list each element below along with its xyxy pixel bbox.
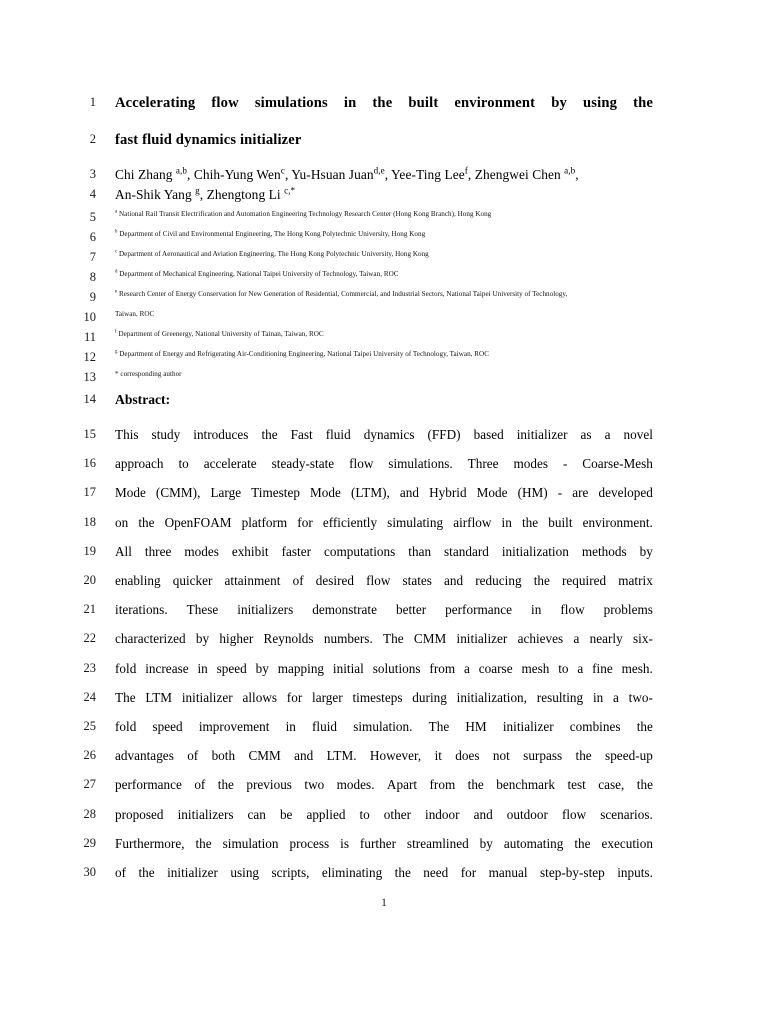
affiliation-d xyxy=(96,271,768,279)
affiliation-marker: a xyxy=(115,209,118,215)
affiliation-b xyxy=(96,231,768,239)
affiliation-text: Department of Greenergy, National University of Tainan, Taiwan, ROC xyxy=(118,330,324,338)
corresponding-author-row xyxy=(0,371,768,384)
line-number: 8 xyxy=(89,270,96,284)
abstract-line-row xyxy=(0,574,768,588)
affiliation-marker: f xyxy=(115,329,117,335)
abstract-line: iterations. These initializers demonstrate better performance in flow problems xyxy=(115,602,653,618)
affiliation-text: National Rail Transit Electrification and Automation Engineering Technology Research Center (Hong Kong Branch), Hong Kong xyxy=(118,210,492,218)
author-name: Chih-Yung Wen xyxy=(193,167,281,182)
affiliation-row-e-cont xyxy=(0,311,768,324)
affiliation-row-g xyxy=(0,351,768,364)
abstract-line-row xyxy=(0,457,768,471)
abstract-line-row xyxy=(0,866,768,880)
abstract-line-row xyxy=(0,837,768,851)
line-number: 27 xyxy=(83,777,96,792)
line-number: 7 xyxy=(89,250,96,264)
affiliation-text: Department of Civil and Environmental Engineering, The Hong Kong Polytechnic University, Hong Kong xyxy=(119,230,426,238)
abstract-heading-row xyxy=(0,393,768,407)
abstract-line: The LTM initializer allows for larger timesteps during initialization, resulting in a two- xyxy=(115,689,653,705)
abstract-line: characterized by higher Reynolds numbers. The CMM initializer achieves a nearly six- xyxy=(115,631,653,647)
abstract-line-row xyxy=(0,603,768,617)
abstract-line: Furthermore, the simulation process is further streamlined by automating the execution xyxy=(115,835,653,851)
line-number: 1 xyxy=(89,95,96,109)
affiliation-e-continuation xyxy=(96,311,768,319)
abstract-line: performance of the previous two modes. Apart from the benchmark test case, the xyxy=(115,777,653,793)
abstract-line: of the initializer using scripts, eliminating the need for manual step-by-step inputs. xyxy=(115,865,653,880)
affiliation-marker: b xyxy=(115,229,118,235)
abstract-line-row xyxy=(0,516,768,530)
abstract-line-row xyxy=(0,632,768,646)
abstract-line: proposed initializers can be applied to other indoor and outdoor flow scenarios. xyxy=(115,806,653,822)
title-row-2 xyxy=(0,133,768,148)
author-name: Yee-Ting Lee xyxy=(391,167,465,182)
author-affiliation-marker: f xyxy=(464,165,468,176)
line-number: 13 xyxy=(83,370,96,384)
affiliation-row-a xyxy=(0,211,768,224)
author-affiliation-marker: g xyxy=(195,185,200,196)
line-number: 29 xyxy=(83,835,96,850)
line-number: 30 xyxy=(83,865,96,879)
abstract-line: enabling quicker attainment of desired flow states and reducing the required matrix xyxy=(115,573,653,588)
line-number: 12 xyxy=(83,350,96,364)
affiliation-marker: e xyxy=(115,289,118,295)
line-number: 24 xyxy=(83,689,96,704)
author-affiliation-marker: d,e xyxy=(373,165,385,176)
abstract-line: fold increase in speed by mapping initial solutions from a coarse mesh to a fine mesh. xyxy=(115,660,653,676)
abstract-heading: Abstract: xyxy=(115,392,171,407)
line-number: 23 xyxy=(83,660,96,675)
affiliation-marker: d xyxy=(115,269,118,275)
line-number: 22 xyxy=(83,631,96,646)
authors-row-2 xyxy=(0,185,768,202)
authors-row-1 xyxy=(0,165,768,182)
abstract-line-row xyxy=(0,720,768,734)
line-number: 11 xyxy=(83,330,96,344)
abstract-line-row xyxy=(0,428,768,442)
author-affiliation-marker: a,b xyxy=(175,165,187,176)
author-list-line-2 xyxy=(96,185,768,202)
line-number: 21 xyxy=(83,602,96,617)
affiliation-text: Department of Aeronautical and Aviation Engineering, The Hong Kong Polytechnic University, Hong Kong xyxy=(118,250,429,258)
line-number: 26 xyxy=(83,748,96,763)
affiliation-text: Department of Mechanical Engineering, National Taipei University of Technology, Taiwan, ROC xyxy=(119,270,399,278)
line-number: 28 xyxy=(83,806,96,821)
author-separator: , xyxy=(187,167,194,182)
line-number: 9 xyxy=(89,290,96,304)
abstract-line: advantages of both CMM and LTM. However, it does not surpass the speed-up xyxy=(115,748,653,764)
author-separator: , xyxy=(467,167,475,182)
affiliation-text: Research Center of Energy Conservation for New Generation of Residential, Commercial, and Industrial Sectors, National Taipei University of Technology, xyxy=(118,290,568,298)
line-number: 19 xyxy=(83,543,96,558)
author-name: Chi Zhang xyxy=(115,167,176,182)
abstract-line: fold speed improvement in fluid simulation. The HM initializer combines the xyxy=(115,719,653,734)
page-number: 1 xyxy=(381,897,387,909)
affiliation-c xyxy=(96,251,768,259)
abstract-line: approach to accelerate steady-state flow simulations. Three modes - Coarse-Mesh xyxy=(115,456,653,472)
author-separator: , xyxy=(384,167,392,182)
author-list-line-1 xyxy=(96,165,768,182)
title-row-1 xyxy=(0,96,768,111)
abstract-line-row xyxy=(0,662,768,676)
abstract-line-row xyxy=(0,691,768,705)
line-number: 20 xyxy=(83,573,96,587)
affiliation-row-f xyxy=(0,331,768,344)
line-number: 10 xyxy=(83,310,96,324)
affiliation-e xyxy=(96,291,768,299)
author-name: An-Shik Yang xyxy=(115,187,196,202)
abstract-line-row xyxy=(0,808,768,822)
affiliation-row-b xyxy=(0,231,768,244)
line-number: 3 xyxy=(89,167,96,181)
affiliation-text: * corresponding author xyxy=(115,370,182,378)
abstract-line: All three modes exhibit faster computations than standard initialization methods by xyxy=(115,543,653,559)
line-number: 5 xyxy=(89,210,96,224)
abstract-line: on the OpenFOAM platform for efficiently simulating airflow in the built environment. xyxy=(115,514,653,530)
affiliation-text: Taiwan, ROC xyxy=(115,310,155,318)
affiliation-marker: c xyxy=(115,249,118,255)
line-number: 14 xyxy=(83,392,96,406)
author-separator: , xyxy=(575,167,579,182)
corresponding-author-note xyxy=(96,371,768,379)
affiliation-f xyxy=(96,331,768,339)
line-number: 2 xyxy=(89,132,96,146)
affiliation-text: Department of Energy and Refrigerating Air-Conditioning Engineering, National Taipei University of Technology, Taiwan, ROC xyxy=(119,350,489,358)
line-number: 16 xyxy=(83,456,96,471)
affiliation-row-c xyxy=(0,251,768,264)
author-separator: , xyxy=(284,167,292,182)
author-name: Yu-Hsuan Juan xyxy=(291,167,374,182)
line-number: 4 xyxy=(89,187,96,201)
affiliation-marker: g xyxy=(115,349,118,355)
line-number: 15 xyxy=(83,427,96,441)
author-name: Zhengwei Chen xyxy=(474,167,565,182)
author-affiliation-marker: c,* xyxy=(284,185,296,196)
page-title-line-2: fast fluid dynamics initializer xyxy=(115,132,302,148)
page-title-line-1: Accelerating flow simulations in the built environment by using the xyxy=(115,95,653,111)
abstract-line-row xyxy=(0,749,768,763)
affiliation-a xyxy=(96,211,768,219)
author-separator: , xyxy=(199,187,207,202)
abstract-line-row xyxy=(0,778,768,792)
abstract-line-row xyxy=(0,545,768,559)
affiliation-g xyxy=(96,351,768,359)
line-number: 6 xyxy=(89,230,96,244)
abstract-line-row xyxy=(0,486,768,500)
affiliation-row-e xyxy=(0,291,768,304)
line-number: 25 xyxy=(83,719,96,733)
abstract-line: Mode (CMM), Large Timestep Mode (LTM), and Hybrid Mode (HM) - are developed xyxy=(115,485,653,501)
abstract-line: This study introduces the Fast fluid dynamics (FFD) based initializer as a novel xyxy=(115,427,653,442)
line-number: 18 xyxy=(83,514,96,529)
author-name: Zhengtong Li xyxy=(206,187,285,202)
author-affiliation-marker: c xyxy=(280,165,285,176)
affiliation-row-d xyxy=(0,271,768,284)
author-affiliation-marker: a,b xyxy=(564,165,576,176)
line-number: 17 xyxy=(83,485,96,500)
